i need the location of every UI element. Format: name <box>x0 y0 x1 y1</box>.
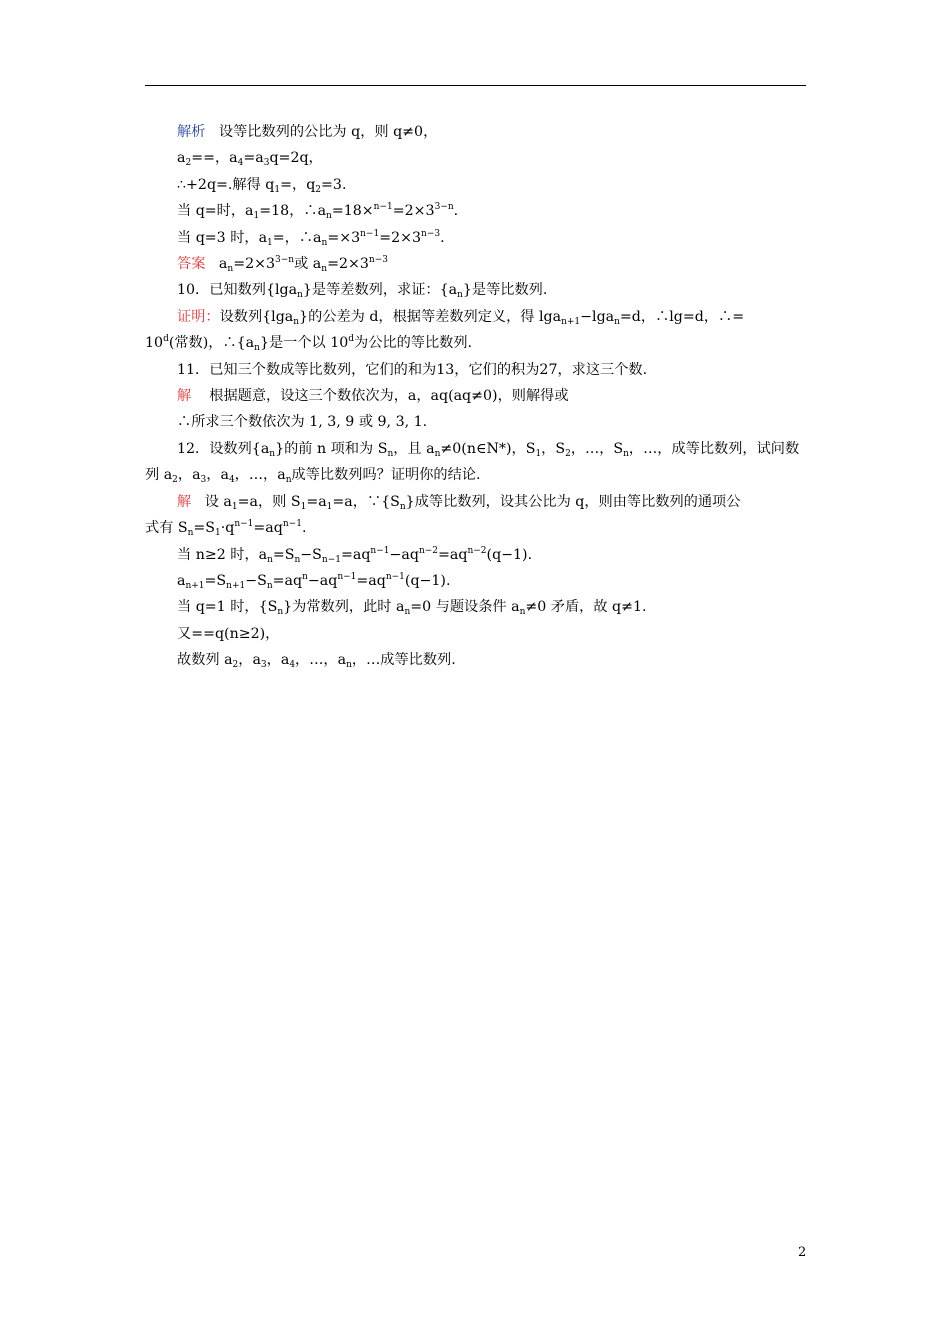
proof-label: 证明： <box>177 308 220 325</box>
analysis-label: 解析 <box>177 124 206 140</box>
answer-label: 答案 <box>177 256 206 273</box>
proof-line: 证明：设数列{lga$_n$}的公差为 d，根据等差数列定义，得 lga$_{n+1}$−lga$_n$=d，∴lg=d，∴= <box>177 308 745 327</box>
proof-line: 10$^d$(常数)，$\therefore\{a_n\}$是一个以 10$^d$为公比的等比数列. <box>145 334 473 354</box>
formula-line: $a_2==$，$a_4=a_3q=2q$， <box>177 150 323 169</box>
solution-label: 解 <box>177 493 192 510</box>
header-rule <box>145 85 806 86</box>
page-number: 2 <box>798 1245 807 1260</box>
problem-12: 12．设数列$\{a_n\}$的前 n 项和为 $S_n$，且 $a_n\ne 0(n\in N*)$，$S_1$，$S_2$，…，$S_n$，…，成等比数列，试问数 <box>177 440 800 459</box>
formula-line: 当 q=3 时，$a_1=$，$\therefore a_n=\times 3^{n-1}=2\times 3^{n-3}$. <box>177 228 445 248</box>
solution-line: 解 设 $a_1=a$，则 $S_1=a_1=a$，$\because\{S_n\}$成等比数列，设其公比为 q，则由等比数列的通项公 <box>177 493 741 512</box>
analysis-line: 解析 设等比数列的公比为 q，则 q≠0， <box>177 124 438 140</box>
solution-label: 解 <box>177 388 192 405</box>
solution-line: ∴所求三个数依次为 1, 3, 9 或 9, 3, 1. <box>177 414 428 431</box>
problem-11: 11．已知三个数成等比数列，它们的和为13，它们的积为27，求这三个数. <box>177 361 648 378</box>
solution-line: 当 q=1 时，$\{S_n\}$为常数列，此时 $a_n=0$ 与题设条件 $a_n\ne 0$ 矛盾，故 q≠1. <box>177 599 647 618</box>
problem-12-cont: 列 $a_2$，$a_3$，$a_4$，…，$a_n$成等比数列吗？证明你的结论. <box>145 467 481 486</box>
document-body <box>145 119 807 674</box>
solution-line: $a_{n+1}=S_{n+1}-S_n=aq^n-aq^{n-1}=aq^{n-1}(q-1)$. <box>177 571 451 591</box>
solution-line: 当 n≥2 时，$a_n=S_n-S_{n-1}=aq^{n-1}-aq^{n-2}=aq^{n-2}(q-1)$. <box>177 545 533 565</box>
solution-line: 又==q(n≥2)， <box>177 625 280 642</box>
formula-line: ∴+2q=.解得 $q_1=$，$q_2=3$. <box>177 176 347 195</box>
answer-line: 答案 $a_n=2\times 3^{3-n}$或 $a_n=2\times 3^{n-3}$ <box>177 255 388 275</box>
formula-line: 当 q=时，$a_1=18$，$\therefore a_n=18\times^{n-1}=2\times 3^{3-n}$. <box>177 202 459 222</box>
solution-line: 故数列 $a_2$，$a_3$，$a_4$，…，$a_n$，…成等比数列. <box>177 652 456 671</box>
solution-line: 式有 $S_n=S_1\cdot q^{n-1}=aq^{n-1}$. <box>145 519 307 539</box>
solution-line: 解 根据题意，设这三个数依次为，a，aq(aq≠0)，则解得或 <box>177 388 569 405</box>
problem-10: 10．已知数列{lga$_n$}是等差数列，求证：$\{a_n\}$是等比数列. <box>177 282 548 301</box>
